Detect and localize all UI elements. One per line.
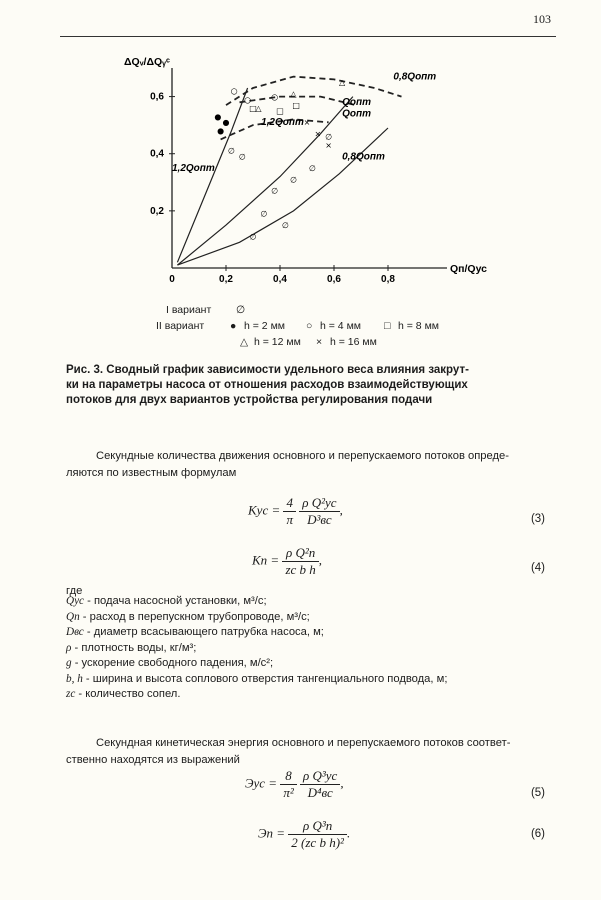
legend-variant2: II вариант (156, 320, 205, 332)
curve-label: Qопт (342, 97, 371, 109)
x-tick-label: 0 (169, 274, 175, 285)
equation-6: Эп = $\frac{\text{ρ Q³п}}{\text{2 (zс b h)²}}$ . (258, 818, 351, 850)
paragraph-line: ственно находятся из выражений (66, 754, 240, 766)
definition-item: zс - количество сопел. (66, 688, 181, 700)
data-point-marker: △ (255, 103, 262, 113)
eq3-fraction: $\frac{\text{ρ Q²ус}}{\text{D³вс}}$ (299, 495, 339, 528)
equation-5-number: (5) (530, 787, 545, 799)
data-point-marker: □ (276, 106, 284, 116)
caption-line: Рис. 3. Сводный график зависимости удельного веса влияния закрут- (66, 364, 469, 376)
page-number: 103 (533, 12, 551, 26)
definition-item: b, h - ширина и высота соплового отверстия тангенциального подвода, м; (66, 672, 448, 685)
data-point-marker: □ (249, 103, 257, 113)
legend-h4: h = 4 мм (320, 320, 362, 332)
eq4-lhs: Kп = (252, 552, 280, 568)
data-point-marker: ● (217, 126, 225, 136)
caption-line: потоков для двух вариантов устройства регулирования подачи (66, 394, 433, 406)
kinetic-energy-paragraph (66, 735, 551, 769)
equation-4: Kп = $\frac{\text{ρ Q²п}}{\text{zс b h}}$ , (252, 545, 323, 577)
curve-label: 0,8Qопт (342, 151, 385, 163)
paragraph-line: ляются по известным формулам (66, 467, 237, 479)
equation-6-number: (6) (530, 828, 545, 840)
series-line-2 (177, 128, 388, 265)
data-point-marker: ○ (244, 95, 252, 105)
eq3-lhs: Kус = (248, 502, 281, 518)
eq3-coef: $\frac{4}{\pi}$ (283, 495, 296, 528)
definition-item: Dвс - диаметр всасывающего патрубка насоса, м; (66, 626, 324, 638)
data-point-marker: ∅ (308, 163, 316, 173)
data-point-marker: ∅ (227, 146, 235, 156)
x-axis-label: Qп/Qус (450, 263, 488, 275)
legend-h12: h = 12 мм (254, 336, 301, 348)
equation-5: Эус = $\frac{8}{\text{π²}}$ $\frac{\text{ρ Q³ус}}{\text{D⁴вс}}$ , (245, 768, 344, 800)
figure-caption (66, 363, 536, 408)
triangle-marker-icon: △ (240, 336, 249, 348)
legend-h8: h = 8 мм (398, 320, 440, 332)
data-point-marker: ∅ (271, 186, 279, 196)
eq5-lhs: Эус = (245, 775, 278, 791)
circle-marker-icon: ○ (306, 320, 313, 332)
caption-line: ки на параметры насоса от отношения расходов взаимодействующих (66, 379, 468, 391)
data-point-marker: ∅ (281, 221, 289, 230)
legend-variant1-marker: ∅ (236, 304, 246, 316)
eq4-fraction: $\frac{\text{ρ Q²п}}{\text{zс b h}}$ (282, 545, 318, 578)
legend-variant1: I вариант (166, 304, 212, 316)
data-point-marker: ● (214, 112, 222, 122)
header-rule (60, 36, 556, 37)
data-point-marker: ○ (230, 86, 238, 96)
data-point-marker: ○ (271, 92, 279, 102)
eq5-coef: $\frac{8}{\text{π²}}$ (280, 768, 296, 801)
y-tick-label: 0,2 (150, 205, 164, 217)
data-point-marker: △ (290, 89, 297, 99)
x-tick-label: 0,8 (381, 274, 395, 285)
paragraph-line: Секундная кинетическая энергия основного и перепускаемого потоков соответ- (96, 737, 511, 749)
x-tick-label: 0,4 (273, 274, 287, 285)
curve-label: Qопт (342, 108, 371, 120)
legend-h2: h = 2 мм (244, 320, 286, 332)
dot-marker-icon: ● (230, 320, 237, 332)
data-point-marker: ● (222, 118, 230, 128)
y-tick-label: 0,6 (150, 91, 164, 103)
x-tick-label: 0,6 (327, 274, 341, 285)
curve-label: 1,2Qопт (261, 117, 304, 129)
equation-4-number: (4) (530, 562, 545, 574)
data-point-marker: ∅ (260, 209, 268, 219)
data-point-marker: ∅ (290, 175, 297, 185)
square-marker-icon: □ (384, 320, 391, 332)
definition-item: g - ускорение свободного падения, м/с²; (66, 657, 274, 669)
symbol-definitions (66, 594, 447, 703)
data-point-marker: ∅ (325, 132, 333, 142)
data-point-marker: × (325, 141, 332, 150)
definition-item: Qп - расход в перепускном трубопроводе, м³/с; (66, 610, 310, 623)
intro-paragraph (66, 448, 551, 482)
cross-marker-icon: × (316, 336, 323, 348)
curve-label: 1,2Qопт (172, 162, 215, 174)
y-axis-label: ΔQᵥ/ΔQᵧᶜ (124, 56, 170, 68)
chart (120, 55, 488, 285)
eq5-fraction: $\frac{\text{ρ Q³ус}}{\text{D⁴вс}}$ (300, 768, 340, 801)
eq6-fraction: $\frac{\text{ρ Q³п}}{\text{2 (zс b h)²}}$ (288, 818, 347, 851)
legend-h16: h = 16 мм (330, 336, 377, 348)
data-point-marker: × (303, 118, 311, 128)
paragraph-line: Секундные количества движения основного и перепускаемого потоков опреде- (96, 450, 509, 462)
eq6-lhs: Эп = (258, 825, 286, 841)
data-point-marker: ∅ (238, 152, 246, 162)
definition-item: Qус - подача насосной установки, м³/с; (66, 595, 267, 607)
equation-3-number: (3) (530, 513, 545, 525)
where-label: где (66, 585, 83, 597)
data-point-marker: △ (339, 78, 346, 88)
y-tick-label: 0,4 (150, 148, 164, 160)
equation-3: Kус = $\frac{4}{\pi}$ $\frac{\text{ρ Q²ус}}{\text{D³вс}}$ , (248, 495, 343, 527)
definition-item: ρ - плотность воды, кг/м³; (66, 641, 197, 654)
data-point-marker: × (314, 129, 322, 139)
curve-label: 0,8Qопт (393, 71, 437, 83)
data-point-marker: □ (292, 101, 300, 110)
x-tick-label: 0,2 (219, 274, 233, 285)
data-point-marker: ∅ (249, 232, 257, 242)
